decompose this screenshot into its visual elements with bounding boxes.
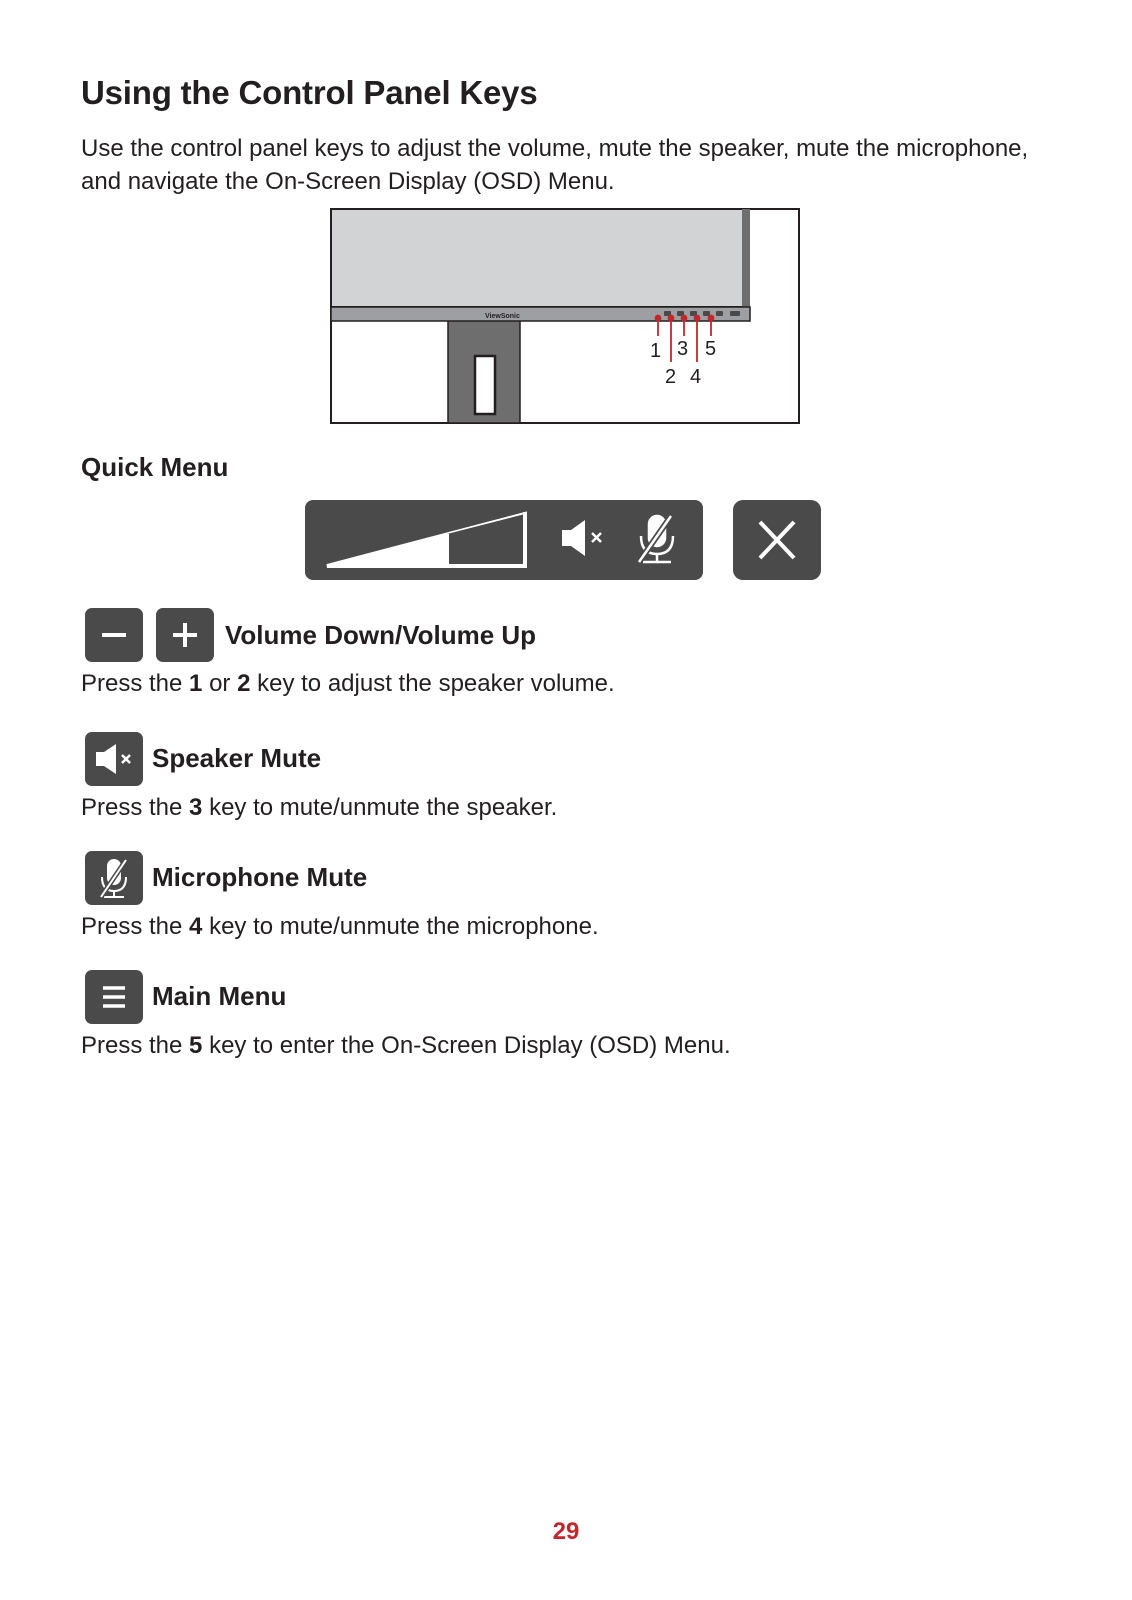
plus-icon bbox=[156, 608, 214, 662]
monitor-screen bbox=[331, 209, 745, 307]
main-menu-key[interactable] bbox=[85, 970, 143, 1024]
main-menu-description: Press the 5 key to enter the On-Screen Display (OSD) Menu. bbox=[81, 1032, 731, 1059]
speaker-mute-icon[interactable] bbox=[562, 520, 601, 556]
page-number: 29 bbox=[552, 1518, 580, 1545]
speaker-mute-icon bbox=[85, 732, 143, 786]
intro-paragraph: Use the control panel keys to adjust the volume, mute the speaker, mute the microphone, and navigate the On-Screen Display (OSD) Menu. bbox=[81, 135, 1029, 195]
volume-description: Press the 1 or 2 key to adjust the speaker volume. bbox=[81, 670, 615, 697]
callout-5: 5 bbox=[705, 338, 717, 360]
speaker-mute-description: Press the 3 key to mute/unmute the speaker. bbox=[81, 794, 558, 821]
volume-down-key[interactable] bbox=[85, 608, 143, 662]
volume-up-key[interactable] bbox=[156, 608, 214, 662]
mic-mute-icon[interactable] bbox=[639, 516, 673, 562]
quick-menu-bar bbox=[305, 500, 703, 580]
mic-mute-heading: Microphone Mute bbox=[152, 862, 368, 892]
close-icon bbox=[733, 500, 821, 580]
mic-mute-description: Press the 4 key to mute/unmute the microphone. bbox=[81, 913, 599, 940]
minus-icon bbox=[85, 608, 143, 662]
page-title: Using the Control Panel Keys bbox=[81, 74, 538, 111]
volume-heading: Volume Down/Volume Up bbox=[225, 620, 537, 650]
callout-1: 1 bbox=[650, 340, 662, 362]
callout-4: 4 bbox=[690, 366, 702, 388]
callout-2: 2 bbox=[665, 366, 677, 388]
menu-icon bbox=[85, 970, 143, 1024]
quick-menu-heading: Quick Menu bbox=[81, 452, 229, 482]
quick-menu-close-button[interactable] bbox=[733, 500, 821, 580]
monitor-diagram bbox=[330, 208, 800, 424]
mic-mute-icon bbox=[85, 851, 143, 905]
speaker-mute-heading: Speaker Mute bbox=[152, 743, 322, 773]
callout-3: 3 bbox=[677, 338, 689, 360]
mic-mute-key[interactable] bbox=[85, 851, 143, 905]
brand-logo: ViewSonic bbox=[485, 313, 520, 320]
volume-slider-icon[interactable] bbox=[327, 512, 525, 566]
main-menu-heading: Main Menu bbox=[152, 981, 287, 1011]
speaker-mute-key[interactable] bbox=[85, 732, 143, 786]
